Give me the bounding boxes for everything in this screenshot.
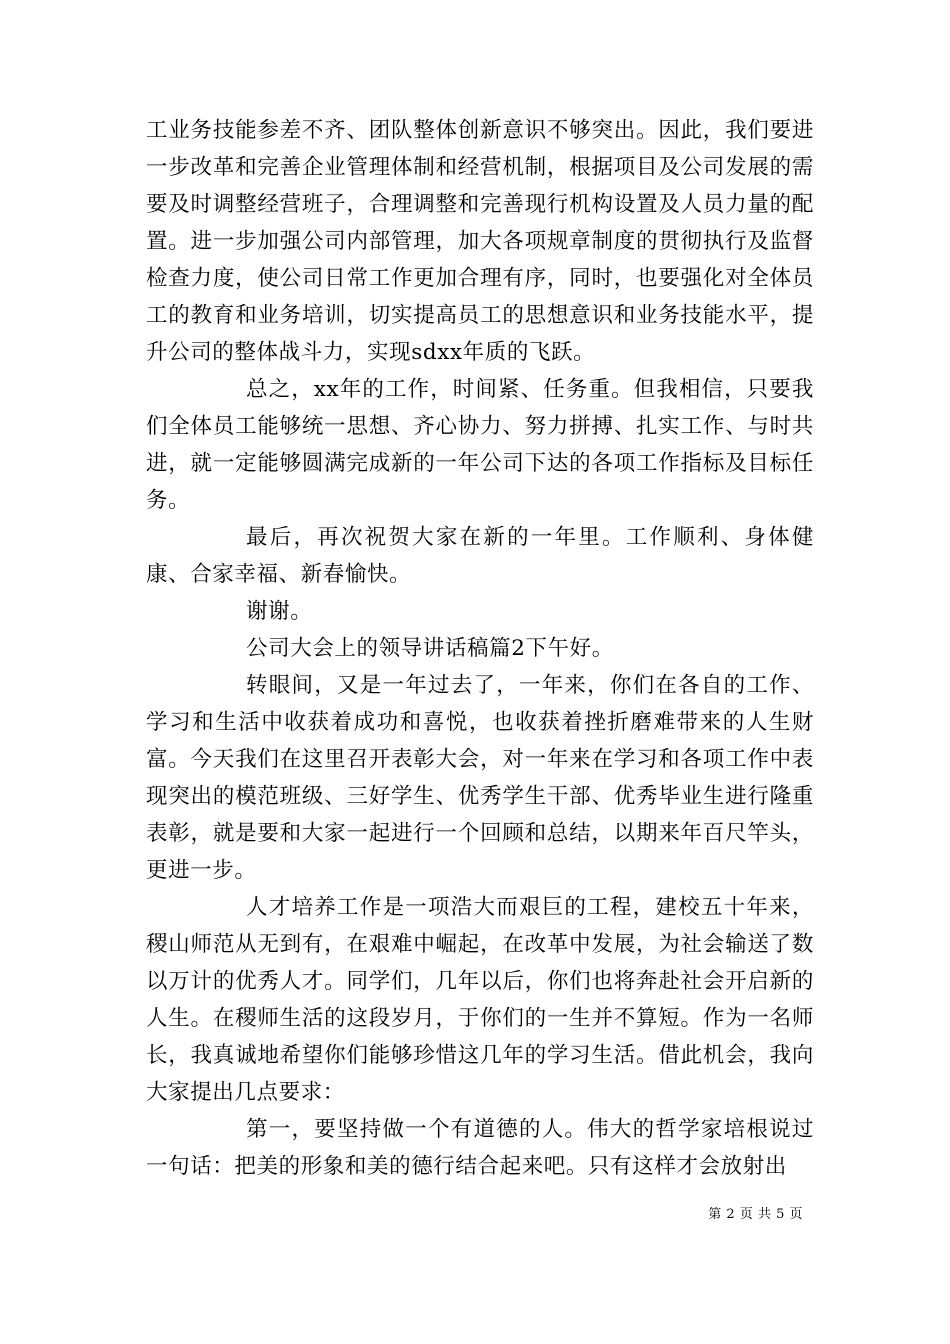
paragraph-section-heading: 公司大会上的领导讲话稿篇2下午好。	[246, 636, 614, 661]
document-body	[146, 112, 814, 1185]
paragraph-continuation: 工业务技能参差不齐、团队整体创新意识不够突出。因此，我们要进一步改革和完善企业管理体制和经营机制，根据项目及公司发展的需要及时调整经营班子，合理调整和完善现行机构设置及人员力量的配置。进一步加强公司内部管理，加大各项规章制度的贯彻执行及监督检查力度，使公司日常工作更加合理有序，同时，也要强化对全体员工的教育和业务培训，切实提高员工的思想意识和业务技能水平，提升公司的整体战斗力，实现sdxx年质的飞跃。	[146, 118, 814, 365]
paragraph-thanks: 谢谢。	[246, 599, 313, 624]
paragraph-summary: 总之，xx年的工作，时间紧、任务重。但我相信，只要我们全体员工能够统一思想、齐心协力、努力拼搏、扎实工作、与时共进，就一定能够圆满完成新的一年公司下达的各项工作指标及目标任务。	[146, 377, 814, 513]
paragraph-talent-cultivation: 人才培养工作是一项浩大而艰巨的工程，建校五十年来，稷山师范从无到有，在艰难中崛起，在改革中发展，为社会输送了数以万计的优秀人才。同学们，几年以后，你们也将奔赴社会开启新的人生。在稷师生活的这段岁月，于你们的一生并不算短。作为一名师长，我真诚地希望你们能够珍惜这几年的学习生活。借此机会，我向大家提出几点要求：	[146, 895, 814, 1105]
paragraph-year-review: 转眼间，又是一年过去了，一年来，你们在各自的工作、学习和生活中收获着成功和喜悦，也收获着挫折磨难带来的人生财富。今天我们在这里召开表彰大会，对一年来在学习和各项工作中表现突出的模范班级、三好学生、优秀学生干部、优秀毕业生进行隆重表彰，就是要和大家一起进行一个回顾和总结，以期来年百尺竿头，更进一步。	[146, 673, 814, 883]
page-footer	[0, 1203, 950, 1222]
page-number: 第 2 页 共 5 页	[708, 1207, 803, 1222]
paragraph-first-requirement: 第一，要坚持做一个有道德的人。伟大的哲学家培根说过一句话：把美的形象和美的德行结合起来吧。只有这样才会放射出	[146, 1117, 814, 1179]
paragraph-closing-wishes: 最后，再次祝贺大家在新的一年里。工作顺利、身体健康、合家幸福、新春愉快。	[146, 525, 814, 587]
